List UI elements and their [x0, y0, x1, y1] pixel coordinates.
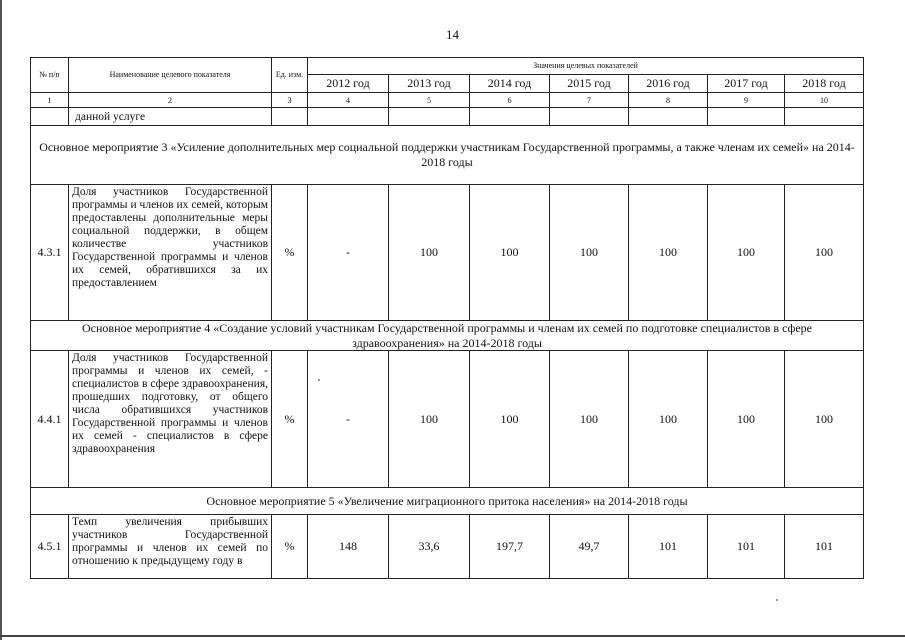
column-number: 3	[271, 92, 308, 108]
header-num: № п/п	[30, 57, 69, 93]
indicator-number: 4.5.1	[30, 514, 69, 579]
indicator-value: 100	[549, 184, 629, 321]
indicator-value: 100	[784, 350, 864, 488]
indicator-value: 49,7	[549, 514, 629, 579]
indicator-name-text: Доля участников Государственной программы и членов их семей, которым предоставлены дополнительные меры социальной поддержки, в общем количестве участников Государственной программы и членов их семей, обратившихся за их предоставлением	[72, 186, 268, 289]
column-number: 10	[784, 92, 864, 108]
indicator-value: 100	[469, 184, 550, 321]
indicator-value: 100	[469, 350, 550, 488]
indicator-value: 100	[628, 184, 708, 321]
column-number: 7	[549, 92, 629, 108]
continued-text: данной услуге	[68, 107, 272, 126]
header-unit: Ед. изм.	[271, 57, 308, 93]
column-number: 4	[307, 92, 389, 108]
indicator-value: 148	[307, 514, 389, 579]
indicator-value: 197,7	[469, 514, 550, 579]
page-number: 14	[446, 27, 459, 42]
indicator-name-text: Темп увеличения прибывших участников Государственной программы и членов их семей по отношению к предыдущему году в	[72, 516, 268, 567]
indicator-value: 101	[707, 514, 785, 579]
column-number: 2	[68, 92, 272, 108]
indicator-value: -	[307, 350, 389, 488]
indicator-name	[68, 514, 272, 579]
indicator-unit: %	[271, 184, 308, 321]
indicator-name	[68, 350, 272, 488]
indicator-value: 100	[549, 350, 629, 488]
continued-empty-cell	[307, 107, 389, 126]
indicator-unit: %	[271, 514, 308, 579]
column-number: 6	[469, 92, 550, 108]
continued-empty-cell	[549, 107, 629, 126]
indicator-value: 100	[388, 350, 470, 488]
header-year: 2012 год	[307, 74, 389, 93]
header-year: 2017 год	[707, 74, 785, 93]
indicator-value: 100	[628, 350, 708, 488]
continued-empty-cell	[628, 107, 708, 126]
continued-empty-cell	[707, 107, 785, 126]
indicator-number: 4.3.1	[30, 184, 69, 321]
continued-empty-cell	[469, 107, 550, 126]
indicator-number: 4.4.1	[30, 350, 69, 488]
section-title: Основное мероприятие 3 «Усиление дополнительных мер социальной поддержки участникам Государственной программы, а также членам их семей» на 2014-2018 годы	[30, 125, 864, 185]
scan-speck	[318, 379, 320, 381]
indicator-value: -	[307, 184, 389, 321]
continued-empty-cell	[784, 107, 864, 126]
header-year: 2014 год	[469, 74, 550, 93]
column-number: 8	[628, 92, 708, 108]
scan-bottom-edge	[0, 635, 905, 637]
section-title: Основное мероприятие 5 «Увеличение миграционного притока населения» на 2014-2018 годы	[30, 487, 864, 515]
header-year: 2015 год	[549, 74, 629, 93]
column-number: 5	[388, 92, 470, 108]
header-values: Значения целевых показателей	[307, 57, 864, 75]
indicator-value: 100	[784, 184, 864, 321]
scan-left-edge	[0, 0, 2, 640]
scan-speck	[776, 599, 778, 601]
indicator-value: 33,6	[388, 514, 470, 579]
header-year: 2016 год	[628, 74, 708, 93]
indicator-value: 100	[707, 184, 785, 321]
column-number: 9	[707, 92, 785, 108]
continued-empty-cell	[271, 107, 308, 126]
header-name: Наименование целевого показателя	[68, 57, 272, 93]
continued-empty-cell	[388, 107, 470, 126]
indicator-value: 101	[628, 514, 708, 579]
indicator-name	[68, 184, 272, 321]
indicator-unit: %	[271, 350, 308, 488]
column-number: 1	[30, 92, 69, 108]
header-year: 2018 год	[784, 74, 864, 93]
indicator-value: 101	[784, 514, 864, 579]
indicator-name-text: Доля участников Государственной программы и членов их семей, - специалистов в сфере здравоохранения, прошедших подготовку, от общего числа обратившихся участников Государственной программы и членов их семей - специалистов в сфере здравоохранения	[72, 352, 268, 455]
indicator-value: 100	[707, 350, 785, 488]
indicator-value: 100	[388, 184, 470, 321]
section-title: Основное мероприятие 4 «Создание условий участникам Государственной программы и членам их семей по подготовке специалистов в сфере здравоохранения» на 2014-2018 годы	[30, 320, 864, 351]
header-year: 2013 год	[388, 74, 470, 93]
continued-num-cell	[30, 107, 69, 126]
